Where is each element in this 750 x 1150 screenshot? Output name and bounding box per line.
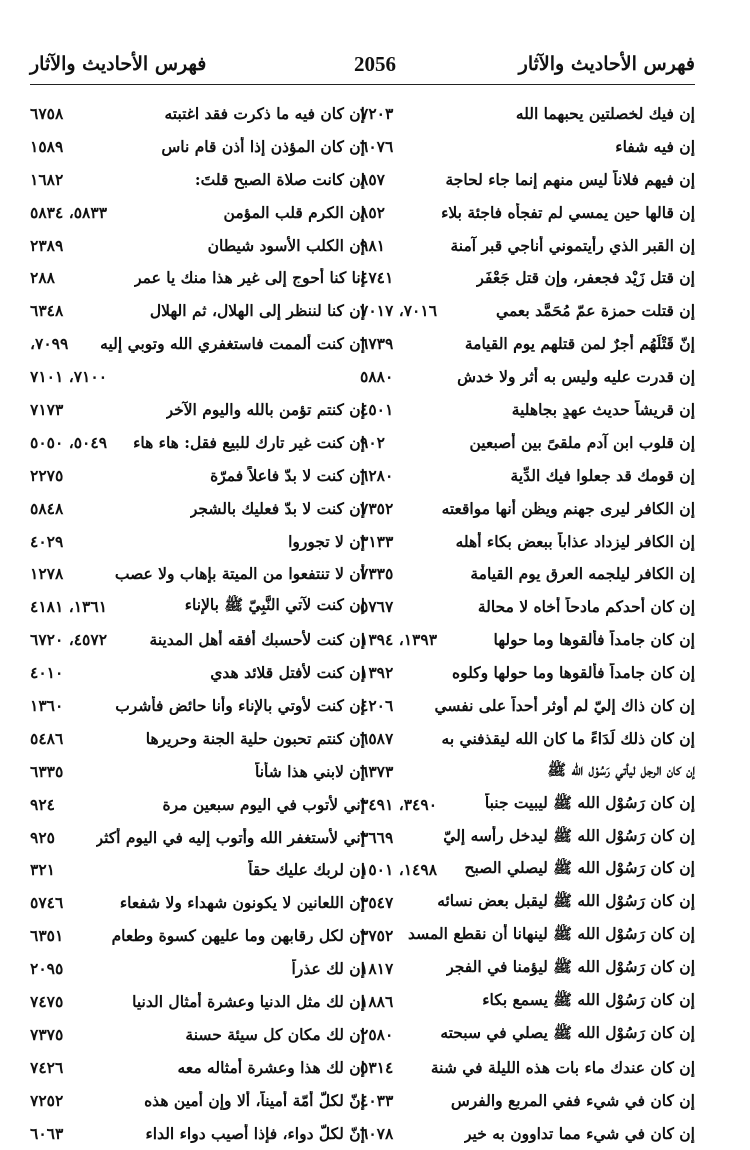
reference-numbers: ٢٢٧٥ (30, 465, 64, 485)
index-entry (30, 130, 365, 163)
index-entry (360, 853, 695, 886)
index-entry (360, 492, 695, 525)
hadith-incipit: إن كان رَسُوْل الله ﷺ ليقبل بعض نسائه (437, 891, 695, 911)
index-entry (360, 360, 695, 393)
hadith-incipit: إن كان رَسُوْل الله ﷺ ليبيت جنباً (484, 792, 695, 812)
hadith-incipit: إن كان رَسُوْل الله ﷺ لينهانا أن نقطع المسد (407, 924, 695, 944)
index-entry (360, 294, 695, 327)
index-entry (30, 886, 365, 919)
index-entry (360, 985, 695, 1018)
index-entry (360, 163, 695, 196)
index-entry (360, 1018, 695, 1051)
hadith-incipit: إن كان في شيء ففي المربع والفرس (450, 1090, 695, 1110)
index-entry (30, 1018, 365, 1051)
index-entry (30, 590, 365, 623)
hadith-incipit: إنّ لكلّ أمّة أميناً، ألا وإن أمين هذه (144, 1090, 365, 1110)
hadith-incipit: إن قلوب ابن آدم ملقىً بين أصبعين (469, 432, 695, 452)
hadith-incipit: إن كنت لأفتل قلائد هدي (210, 663, 365, 683)
reference-numbers: ٦٢٨٠ (360, 465, 394, 485)
index-entry (360, 623, 695, 656)
index-entry (360, 393, 695, 426)
index-column-right (360, 97, 695, 1150)
index-entry (360, 130, 695, 163)
reference-numbers: ١٣٩٣، ١٣٩٤ (360, 630, 438, 650)
index-entry (360, 426, 695, 459)
index-entry (30, 426, 365, 459)
reference-numbers: ٢٨٨ (30, 268, 55, 288)
hadith-incipit: إن كان جامداً فألقوها وما حولها (493, 630, 695, 650)
index-column-left (30, 97, 365, 1150)
hadith-incipit: إن كنت لأوتي بالإناء وأنا حائض فأشرب (115, 695, 365, 715)
reference-numbers: ١٣٦٠ (30, 695, 64, 715)
hadith-incipit: إن كنتم تحبون حلية الجنة وحريرها (145, 728, 365, 748)
index-entry (30, 1084, 365, 1117)
reference-numbers: ١٥٨٩ (30, 136, 64, 156)
reference-numbers: ٧٣٧٥ (30, 1024, 64, 1044)
hadith-incipit: إن كنت ألممت فاستغفري الله وتوبي إليه (100, 334, 365, 354)
reference-numbers: ٧٣٣٥ (360, 564, 394, 584)
reference-numbers: ٤٠٢٩ (30, 531, 64, 551)
index-entry (30, 853, 365, 886)
reference-numbers: ٦٥٨٧ (360, 728, 394, 748)
hadith-incipit: إن قدرت عليه وليس به أثر ولا خدش (457, 367, 695, 387)
hadith-incipit: إن كان رَسُوْل الله ﷺ يصلي في سبحته (440, 1022, 695, 1042)
hadith-incipit: إن كنت لا بدّ فاعلاً فمرّة (210, 465, 365, 485)
reference-numbers: ٤٢٠٦ (360, 695, 394, 715)
reference-numbers: ٣٢١ (30, 860, 55, 880)
index-entry (30, 1051, 365, 1084)
index-entry (30, 919, 365, 952)
reference-numbers: ٤٠٣٣ (360, 1090, 394, 1110)
hadith-incipit: إن قتل زَيْد فجعفر، وإن قتل جَعْفَر (476, 268, 695, 288)
index-entry (30, 294, 365, 327)
reference-numbers: ٦٣٣٥ (30, 761, 64, 781)
index-entry (30, 985, 365, 1018)
index-entry (30, 360, 365, 393)
index-entry (360, 261, 695, 294)
hadith-incipit: إن كان فيه ما ذكرت فقد اغتبته (164, 103, 365, 123)
hadith-incipit: إن كنت غير تارك للبيع فقل: هاء هاء (133, 432, 365, 452)
index-entry (360, 525, 695, 558)
reference-numbers: ٥٨٣٣، ٥٨٣٤ (30, 202, 108, 222)
hadith-incipit: إن كنت لا بدّ فعليك بالشجر (189, 498, 365, 518)
reference-numbers: ١٨١٧ (360, 959, 394, 979)
index-entry (30, 327, 365, 360)
index-entry (360, 97, 695, 130)
hadith-incipit: إن الكافر ليرى جهنم ويظن أنها مواقعته (441, 498, 695, 518)
reference-numbers: ٥٠٤٩، ٥٠٥٠ (30, 432, 108, 452)
hadith-incipit: إن لك مكان كل سيئة حسنة (185, 1024, 365, 1044)
running-header-left: فهرس الأحاديث والآثار (30, 53, 207, 75)
index-entry (360, 755, 695, 788)
index-entry (360, 590, 695, 623)
hadith-incipit: إن كانت صلاة الصبح قلتَ: (194, 169, 365, 189)
index-entry (30, 821, 365, 854)
reference-numbers: ٢٣٨٩ (30, 235, 64, 255)
hadith-incipit: إن كان الرجل ليأتي رَسُوْل الله ﷺ (547, 759, 695, 779)
index-entry (30, 1117, 365, 1150)
reference-numbers: ٣٧٥٢ (360, 926, 394, 946)
hadith-incipit: إن الكافر ليلجمه العرق يوم القيامة (470, 564, 695, 584)
reference-numbers: ٨٥٧ (360, 169, 385, 189)
hadith-incipit: إن كنا لننظر إلى الهلال، ثم الهلال (149, 301, 365, 321)
reference-numbers: ٣٥٤٧ (360, 893, 394, 913)
index-entry (360, 919, 695, 952)
hadith-incipit: إن كان جامداً فألقوها وما حولها وكلوه (451, 663, 695, 683)
hadith-incipit: إن كنت لأحسبك أفقه أهل المدينة (149, 630, 365, 650)
hadith-incipit: إن قتلت حمزة عمّ مُحَمَّد بعمي (496, 301, 695, 321)
reference-numbers: ٧١٠٠، ٧١٠١ (30, 367, 108, 387)
reference-numbers: ٦٣٤٨ (30, 301, 64, 321)
hadith-incipit: إن الكرم قلب المؤمن (223, 202, 365, 222)
hadith-incipit: إنّ قَتْلَهُم أجرٌ لمن قتلهم يوم القيامة (464, 334, 695, 354)
reference-numbers: ٧٣٥٢ (360, 498, 394, 518)
index-entry (30, 163, 365, 196)
index-entry (360, 229, 695, 262)
reference-numbers: ٤٠١٠ (30, 663, 64, 683)
hadith-incipit: إن فيك لخصلتين يحبهما الله (515, 103, 695, 123)
reference-numbers: ٨٥٢ (360, 202, 385, 222)
hadith-incipit: إن لكل رقابهن وما عليهن كسوة وطعام (111, 926, 365, 946)
reference-numbers: ٣٦٦٩ (360, 827, 394, 847)
index-entry (30, 656, 365, 689)
hadith-incipit: إن لك عذراً (291, 959, 365, 979)
hadith-incipit: إن الكافر ليزداد عذاباً ببعض بكاء أهله (455, 531, 695, 551)
hadith-incipit: إن كان رَسُوْل الله ﷺ ليؤمنا في الفجر (446, 957, 695, 977)
hadith-incipit: إن فيهم فلاناً ليس منهم إنما جاء لحاجة (445, 169, 695, 189)
reference-numbers: ٦٧٥٨ (30, 103, 64, 123)
running-header-right: فهرس الأحاديث والآثار (518, 53, 695, 75)
index-entry (360, 722, 695, 755)
reference-numbers: ١٣٦١، ٤١٨١ (30, 597, 108, 617)
reference-numbers: ٧٢٥٢ (30, 1090, 64, 1110)
index-entry (30, 196, 365, 229)
hadith-incipit: إن الكلب الأسود شيطان (207, 235, 365, 255)
hadith-incipit: إن كان أحدكم مادحاً أخاه لا محالة (477, 597, 695, 617)
hadith-incipit: إن لك هذا وعشرة أمثاله معه (177, 1057, 365, 1077)
index-entry (360, 1084, 695, 1117)
index-entry (30, 557, 365, 590)
header-rule (30, 84, 695, 85)
index-entry (360, 1117, 695, 1150)
hadith-incipit: إن لا تجوروا (288, 531, 365, 551)
hadith-incipit: إن فيه شفاء (615, 136, 695, 156)
reference-numbers: ٧٠١٦، ٧٠١٧ (360, 301, 438, 321)
page-number: 2056 (354, 52, 396, 76)
reference-numbers: ٤٥٧٢، ٦٧٢٠ (30, 630, 108, 650)
index-entry (360, 557, 695, 590)
hadith-incipit: إن كان في شيء مما تداوون به خير (463, 1123, 695, 1143)
hadith-incipit: أن لا تنتفعوا من الميتة بإهاب ولا عصب (114, 564, 365, 584)
reference-numbers: ٩٠٢ (360, 432, 385, 452)
index-entry (30, 525, 365, 558)
reference-numbers: ٧٠٩٩، (30, 334, 69, 354)
hadith-incipit: إني لأستغفر الله وأتوب إليه في اليوم أكثر (95, 827, 365, 847)
index-entry (360, 952, 695, 985)
index-entry (360, 689, 695, 722)
hadith-incipit: إن كان ذلك لَدَاءً ما كان الله ليقذفني به (441, 728, 695, 748)
index-entry (30, 689, 365, 722)
hadith-incipit: إن لابني هذا شأناً (255, 761, 365, 781)
index-entry (360, 886, 695, 919)
hadith-incipit: إن كان رَسُوْل الله ﷺ يسمع بكاء (482, 989, 695, 1009)
hadith-incipit: إن اللعانين لا يكونون شهداء ولا شفعاء (119, 893, 365, 913)
index-entry (30, 229, 365, 262)
index-entry (30, 755, 365, 788)
hadith-incipit: إن لك مثل الدنيا وعشرة أمثال الدنيا (132, 991, 365, 1011)
index-entry (360, 459, 695, 492)
hadith-incipit: إن كان رَسُوْل الله ﷺ ليدخل رأسه إليّ (443, 825, 695, 845)
reference-numbers: ١٢٧٨ (30, 564, 64, 584)
hadith-incipit: إن قالها حين يمسي لم تفجأه فاجئة بلاء (441, 202, 695, 222)
index-entry (360, 656, 695, 689)
reference-numbers: ٩٨١ (360, 235, 385, 255)
index-entry (30, 97, 365, 130)
reference-numbers: ٧٤٧٥ (30, 991, 64, 1011)
reference-numbers: ٦٧٣٩ (360, 334, 394, 354)
reference-numbers: ٥٧٤٦ (30, 893, 64, 913)
hadith-incipit: إن كان ذاك إليّ لم أوثر أحداً على نفسي (434, 695, 695, 715)
index-entry (30, 261, 365, 294)
hadith-incipit: إن كان المؤذن إذا أذن قام ناس (161, 136, 365, 156)
reference-numbers: ١٨٨٦ (360, 991, 394, 1011)
reference-numbers: ٦٠٧٦ (360, 136, 394, 156)
index-entry (30, 952, 365, 985)
index-entry (360, 196, 695, 229)
index-entry (30, 459, 365, 492)
hadith-incipit: إني لأتوب في اليوم سبعين مرة (162, 794, 365, 814)
reference-numbers: ٤٥٠١ (360, 399, 394, 419)
reference-numbers: ٦٠٦٣ (30, 1123, 64, 1143)
reference-numbers: ٧٤٢٦ (30, 1057, 64, 1077)
reference-numbers: ٣٤٩٠، ٣٤٩١ (360, 794, 438, 814)
hadith-incipit: إنّ لكلّ دواء، فإذا أصيب دواء الداء (145, 1123, 365, 1143)
reference-numbers: ٥٧٦٧ (360, 597, 394, 617)
hadith-incipit: إن كان رَسُوْل الله ﷺ ليصلي الصبح (464, 858, 695, 878)
reference-numbers: ٥٣١٤ (360, 1057, 394, 1077)
reference-numbers: ٣١٣٣ (360, 531, 394, 551)
hadith-incipit: إن القبر الذي رأيتموني أناجي قبر آمنة (450, 235, 695, 255)
index-entry (30, 722, 365, 755)
reference-numbers: ٦٠٧٨ (360, 1123, 394, 1143)
reference-numbers: ٥٨٨٠ (360, 367, 394, 387)
hadith-incipit: إن قريشاً حديث عهدٍ بجاهلية (511, 399, 695, 419)
hadith-incipit: إن كان عندك ماء بات هذه الليلة في شنة (430, 1057, 695, 1077)
index-entry (30, 492, 365, 525)
index-entry (30, 788, 365, 821)
reference-numbers: ٢٥٨٠ (360, 1024, 394, 1044)
index-entry (360, 327, 695, 360)
hadith-incipit: إن كنتم تؤمن بالله واليوم الآخر (165, 399, 365, 419)
reference-numbers: ٩٢٤ (30, 794, 55, 814)
reference-numbers: ٥٤٨٦ (30, 728, 64, 748)
reference-numbers: ٩٢٥ (30, 827, 55, 847)
reference-numbers: ٦٣٧٣ (360, 761, 394, 781)
index-entry (360, 1051, 695, 1084)
reference-numbers: ٧٢٠٣ (360, 103, 394, 123)
index-entry (30, 623, 365, 656)
reference-numbers: ١٤٩٨، ١٥٠١ (360, 860, 438, 880)
index-entry (360, 821, 695, 854)
hadith-incipit: إن كنت لآتي النَّبِيّ ﷺ بالإناء (184, 595, 365, 615)
reference-numbers: ٢٠٩٥ (30, 959, 64, 979)
reference-numbers: ٦٣٥١ (30, 926, 64, 946)
index-entry (360, 788, 695, 821)
reference-numbers: ١٣٩٢ (360, 663, 394, 683)
reference-numbers: ٥٨٤٨ (30, 498, 64, 518)
hadith-incipit: إن قومك قد جعلوا فيك الدِّية (510, 465, 695, 485)
hadith-incipit: إنا كنا أحوج إلى غير هذا منك يا عمر (134, 268, 365, 288)
index-entry (30, 393, 365, 426)
reference-numbers: ٤٧٤١ (360, 268, 394, 288)
hadith-incipit: إن لربك عليك حقاً (248, 860, 365, 880)
reference-numbers: ٧١٧٣ (30, 399, 64, 419)
reference-numbers: ١٦٨٢ (30, 169, 64, 189)
